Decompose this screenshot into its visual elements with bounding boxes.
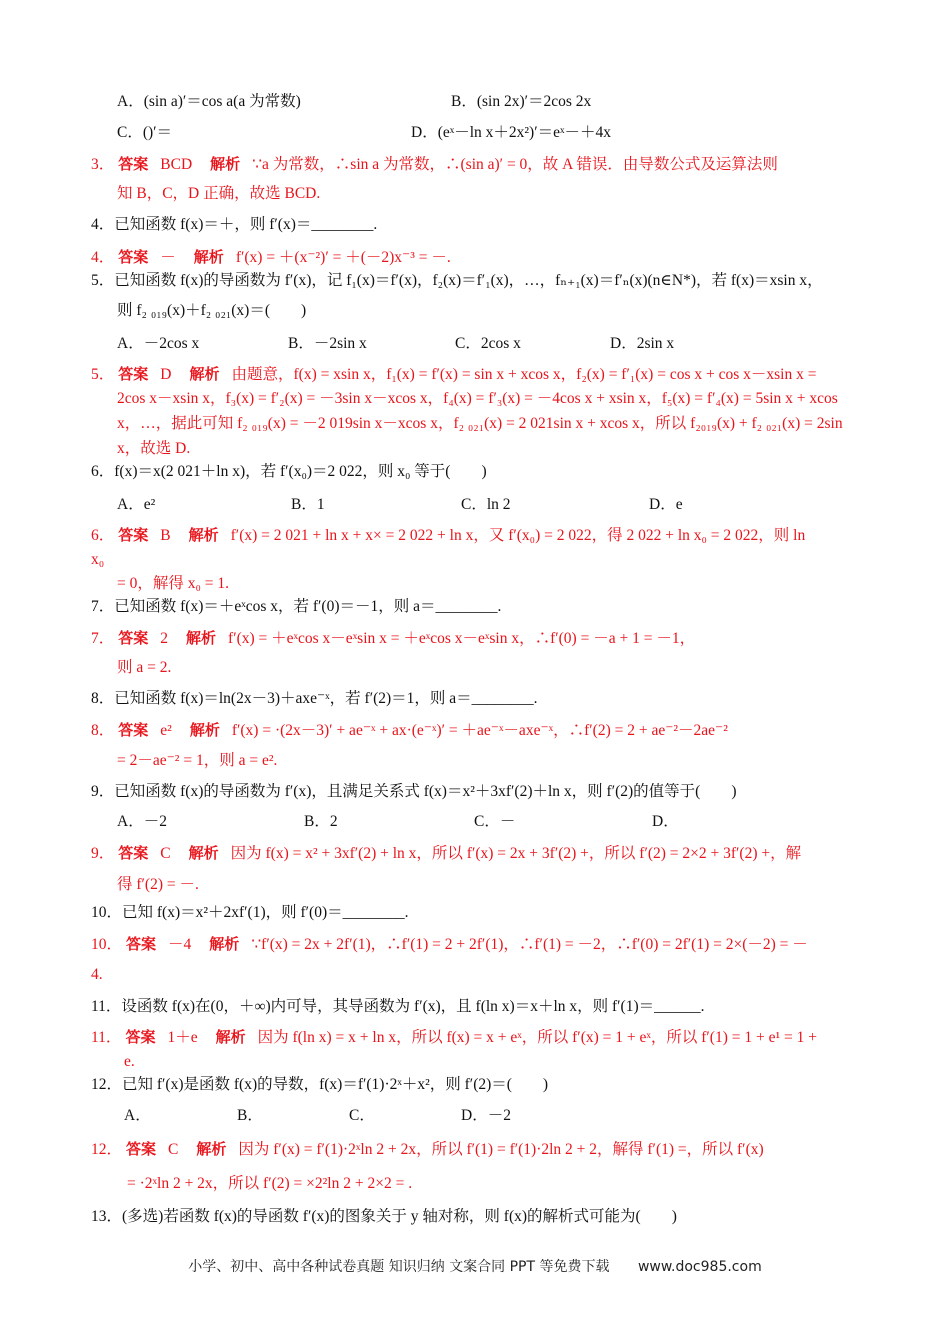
- analysis-text: f′(x) = ＋(x⁻²)′ = ＋(－2)x⁻³ = －.: [235, 249, 451, 266]
- option-B[interactable]: B．1: [291, 496, 325, 513]
- answer-number: 9．: [91, 845, 115, 862]
- option-A[interactable]: C．()′＝: [117, 124, 173, 141]
- analysis-label: 解析: [189, 721, 220, 739]
- answer-label: 答案: [118, 721, 149, 739]
- answer-line: [91, 628, 695, 649]
- question-line: 11．设函数 f(x)在(0，＋∞)内可导，其导函数为 f′(x)，且 f(ln x)＝x＋ln x，则 f′(1)＝______.: [91, 998, 705, 1015]
- answer-continuation: = 0，解得 x₀ = 1.: [117, 575, 230, 592]
- analysis-text: 由题意，f(x) = xsin x，f₁(x) = f′(x) = sin x + xcos x，f₂(x) = f′₁(x) = cos x + cos x－xsin x =: [231, 366, 817, 383]
- answer-value: －: [160, 249, 176, 266]
- answer-continuation: e.: [124, 1053, 135, 1070]
- question-line: 10．已知 f(x)＝x²＋2xf′(1)，则 f′(0)＝________.: [91, 904, 409, 921]
- analysis-text: f′(x) = ·(2x－3)′ + ae⁻ˣ + ax·(e⁻ˣ)′ = ＋ae⁻ˣ－axe⁻ˣ，∴f′(2) = 2 + ae⁻²－2ae⁻²: [231, 722, 728, 739]
- option-C[interactable]: C．ln 2: [461, 496, 511, 513]
- question-line: 5．已知函数 f(x)的导函数为 f′(x)，记 f₁(x)＝f′(x)，f₂(x)＝f′₁(x)，…，fₙ₊₁(x)＝f′ₙ(x)(n∈N*)，若 f(x)＝xsin x，: [91, 272, 823, 289]
- analysis-label: 解析: [193, 248, 224, 266]
- answer-continuation: 则 a = 2.: [117, 659, 172, 676]
- answer-line: [91, 525, 805, 546]
- answer-continuation: 4.: [91, 966, 103, 983]
- question-line: 9．已知函数 f(x)的导函数为 f′(x)，且满足关系式 f(x)＝x²＋3xf′(2)＋ln x，则 f′(2)的值等于( ): [91, 783, 737, 800]
- answer-label: 答案: [118, 155, 149, 173]
- answer-line: [91, 1139, 764, 1160]
- analysis-text: f′(x) = ＋eˣcos x－eˣsin x = ＋eˣcos x－eˣsin x，∴f′(0) = －a + 1 = －1，: [228, 630, 696, 647]
- footer-url[interactable]: www.doc985.com: [637, 1259, 762, 1275]
- answer-number: 11．: [91, 1029, 122, 1046]
- footer: [0, 1256, 950, 1276]
- option-A[interactable]: A．(sin a)′＝cos a(a 为常数): [117, 93, 301, 110]
- answer-line: [91, 364, 816, 385]
- answer-label: 答案: [125, 1028, 156, 1046]
- answer-line: [91, 720, 728, 741]
- option-B[interactable]: B．－2sin x: [288, 335, 367, 352]
- question-line: 则 f₂ ₀₁₉(x)＋f₂ ₀₂₁(x)＝( ): [117, 302, 307, 319]
- answer-label: 答案: [118, 248, 149, 266]
- option-C[interactable]: C．－: [474, 813, 516, 830]
- question-line: 7．已知函数 f(x)＝＋eˣcos x，若 f′(0)＝－1，则 a＝________.: [91, 598, 502, 615]
- analysis-label: 解析: [209, 935, 240, 953]
- answer-continuation: 知 B，C，D 正确，故选 BCD.: [117, 185, 321, 202]
- answer-label: 答案: [118, 526, 149, 544]
- option-D[interactable]: D．2sin x: [610, 335, 675, 352]
- analysis-text: ∵f′(x) = 2x + 2f′(1)，∴f′(1) = 2 + 2f′(1)，∴f′(1) = －2，∴f′(0) = 2f′(1) = 2×(－2) = －: [251, 936, 808, 953]
- analysis-text: ∵a 为常数，∴sin a 为常数，∴(sin a)′ = 0，故 A 错误．由导数公式及运算法则: [252, 156, 778, 173]
- analysis-label: 解析: [210, 155, 241, 173]
- option-C[interactable]: C．: [349, 1107, 375, 1124]
- answer-line: [91, 247, 451, 268]
- analysis-label: 解析: [189, 365, 220, 383]
- answer-number: 3．: [91, 156, 115, 173]
- analysis-label: 解析: [188, 844, 219, 862]
- answer-continuation: = 2－ae⁻² = 1，则 a = e².: [117, 752, 278, 769]
- answer-number: 4．: [91, 249, 115, 266]
- answer-value: D: [160, 366, 172, 383]
- answer-line: [91, 843, 801, 864]
- answer-number: 12．: [91, 1141, 123, 1158]
- answer-continuation: = ·2ˣln 2 + 2x，所以 f′(2) = ×2²ln 2 + 2×2 = .: [127, 1175, 413, 1192]
- answer-value: 1＋e: [167, 1029, 198, 1046]
- option-A[interactable]: A．－2cos x: [117, 335, 200, 352]
- answer-value: －4: [168, 936, 192, 953]
- question-line: 4．已知函数 f(x)＝＋，则 f′(x)＝________.: [91, 216, 378, 233]
- answer-label: 答案: [118, 365, 149, 383]
- option-A[interactable]: A．－2: [117, 813, 167, 830]
- option-A[interactable]: A．e²: [117, 496, 156, 513]
- analysis-text: f′(x) = 2 021 + ln x + x× = 2 022 + ln x，又 f′(x₀) = 2 022，得 2 022 + ln x₀ = 2 022，则 ln: [230, 527, 806, 544]
- answer-value: 2: [160, 630, 169, 647]
- answer-label: 答案: [126, 935, 157, 953]
- option-B[interactable]: B．(sin 2x)′＝2cos 2x: [451, 93, 592, 110]
- analysis-label: 解析: [186, 629, 217, 647]
- analysis-label: 解析: [196, 1140, 227, 1158]
- option-D[interactable]: D．: [652, 813, 679, 830]
- answer-number: 6．: [91, 527, 115, 544]
- answer-continuation: x₀: [91, 551, 105, 568]
- answer-number: 10．: [91, 936, 123, 953]
- question-line: 6．f(x)＝x(2 021＋ln x)，若 f′(x₀)＝2 022，则 x₀ 等于( ): [91, 463, 487, 480]
- answer-value: BCD: [160, 156, 193, 173]
- answer-continuation: 得 f′(2) = －.: [117, 876, 199, 893]
- question-line: 13．(多选)若函数 f(x)的导函数 f′(x)的图象关于 y 轴对称，则 f(x)的解析式可能为( ): [91, 1208, 677, 1225]
- analysis-label: 解析: [188, 526, 219, 544]
- answer-line: [91, 934, 808, 955]
- analysis-text: 因为 f(ln x) = x + ln x，所以 f(x) = x + eˣ，所以 f′(x) = 1 + eˣ，所以 f′(1) = 1 + e¹ = 1 +: [257, 1029, 817, 1046]
- answer-line: [91, 1027, 817, 1048]
- answer-value: e²: [160, 722, 172, 739]
- answer-continuation: x，…，据此可知 f₂ ₀₁₉(x) = －2 019sin x－xcos x，f₂ ₀₂₁(x) = 2 021sin x + xcos x，所以 f₂₀₁₉(x) + f₂ ₀₂₁(x) = 2sin: [117, 415, 843, 432]
- option-A[interactable]: A．: [124, 1107, 151, 1124]
- answer-label: 答案: [118, 844, 149, 862]
- footer-text: 小学、初中、高中各种试卷真题 知识归纳 文案合同 PPT 等免费下载: [188, 1259, 610, 1275]
- answer-number: 7．: [91, 630, 115, 647]
- answer-number: 8．: [91, 722, 115, 739]
- question-line: 8．已知函数 f(x)＝ln(2x－3)＋axe⁻ˣ，若 f′(2)＝1，则 a＝________.: [91, 690, 538, 707]
- question-line: 12．已知 f′(x)是函数 f(x)的导数，f(x)＝f′(1)·2ˣ＋x²，则 f′(2)＝( ): [91, 1076, 549, 1093]
- option-B[interactable]: B．: [237, 1107, 263, 1124]
- option-B[interactable]: B．2: [304, 813, 338, 830]
- analysis-text: 因为 f′(x) = f′(1)·2ˣln 2 + 2x，所以 f′(1) = f′(1)·2ln 2 + 2，解得 f′(1) =，所以 f′(x): [238, 1141, 764, 1158]
- analysis-label: 解析: [215, 1028, 246, 1046]
- option-D[interactable]: D．－2: [461, 1107, 511, 1124]
- answer-label: 答案: [126, 1140, 157, 1158]
- answer-value: C: [168, 1141, 179, 1158]
- answer-label: 答案: [118, 629, 149, 647]
- option-D[interactable]: D．e: [649, 496, 683, 513]
- answer-continuation: 2cos x－xsin x，f₃(x) = f′₂(x) = －3sin x－xcos x，f₄(x) = f′₃(x) = －4cos x + xsin x，f₅(x) = f′₄(x) = 5sin x + xcos: [117, 390, 838, 407]
- answer-line: [91, 154, 778, 175]
- analysis-text: 因为 f(x) = x² + 3xf′(2) + ln x，所以 f′(x) = 2x + 3f′(2) +，所以 f′(2) = 2×2 + 3f′(2) +，解: [230, 845, 802, 862]
- answer-value: B: [160, 527, 171, 544]
- answer-value: C: [160, 845, 171, 862]
- answer-continuation: x，故选 D.: [117, 440, 191, 457]
- answer-number: 5．: [91, 366, 115, 383]
- option-B[interactable]: D．(eˣ－ln x＋2x²)′＝eˣ－＋4x: [411, 124, 611, 141]
- option-C[interactable]: C．2cos x: [455, 335, 521, 352]
